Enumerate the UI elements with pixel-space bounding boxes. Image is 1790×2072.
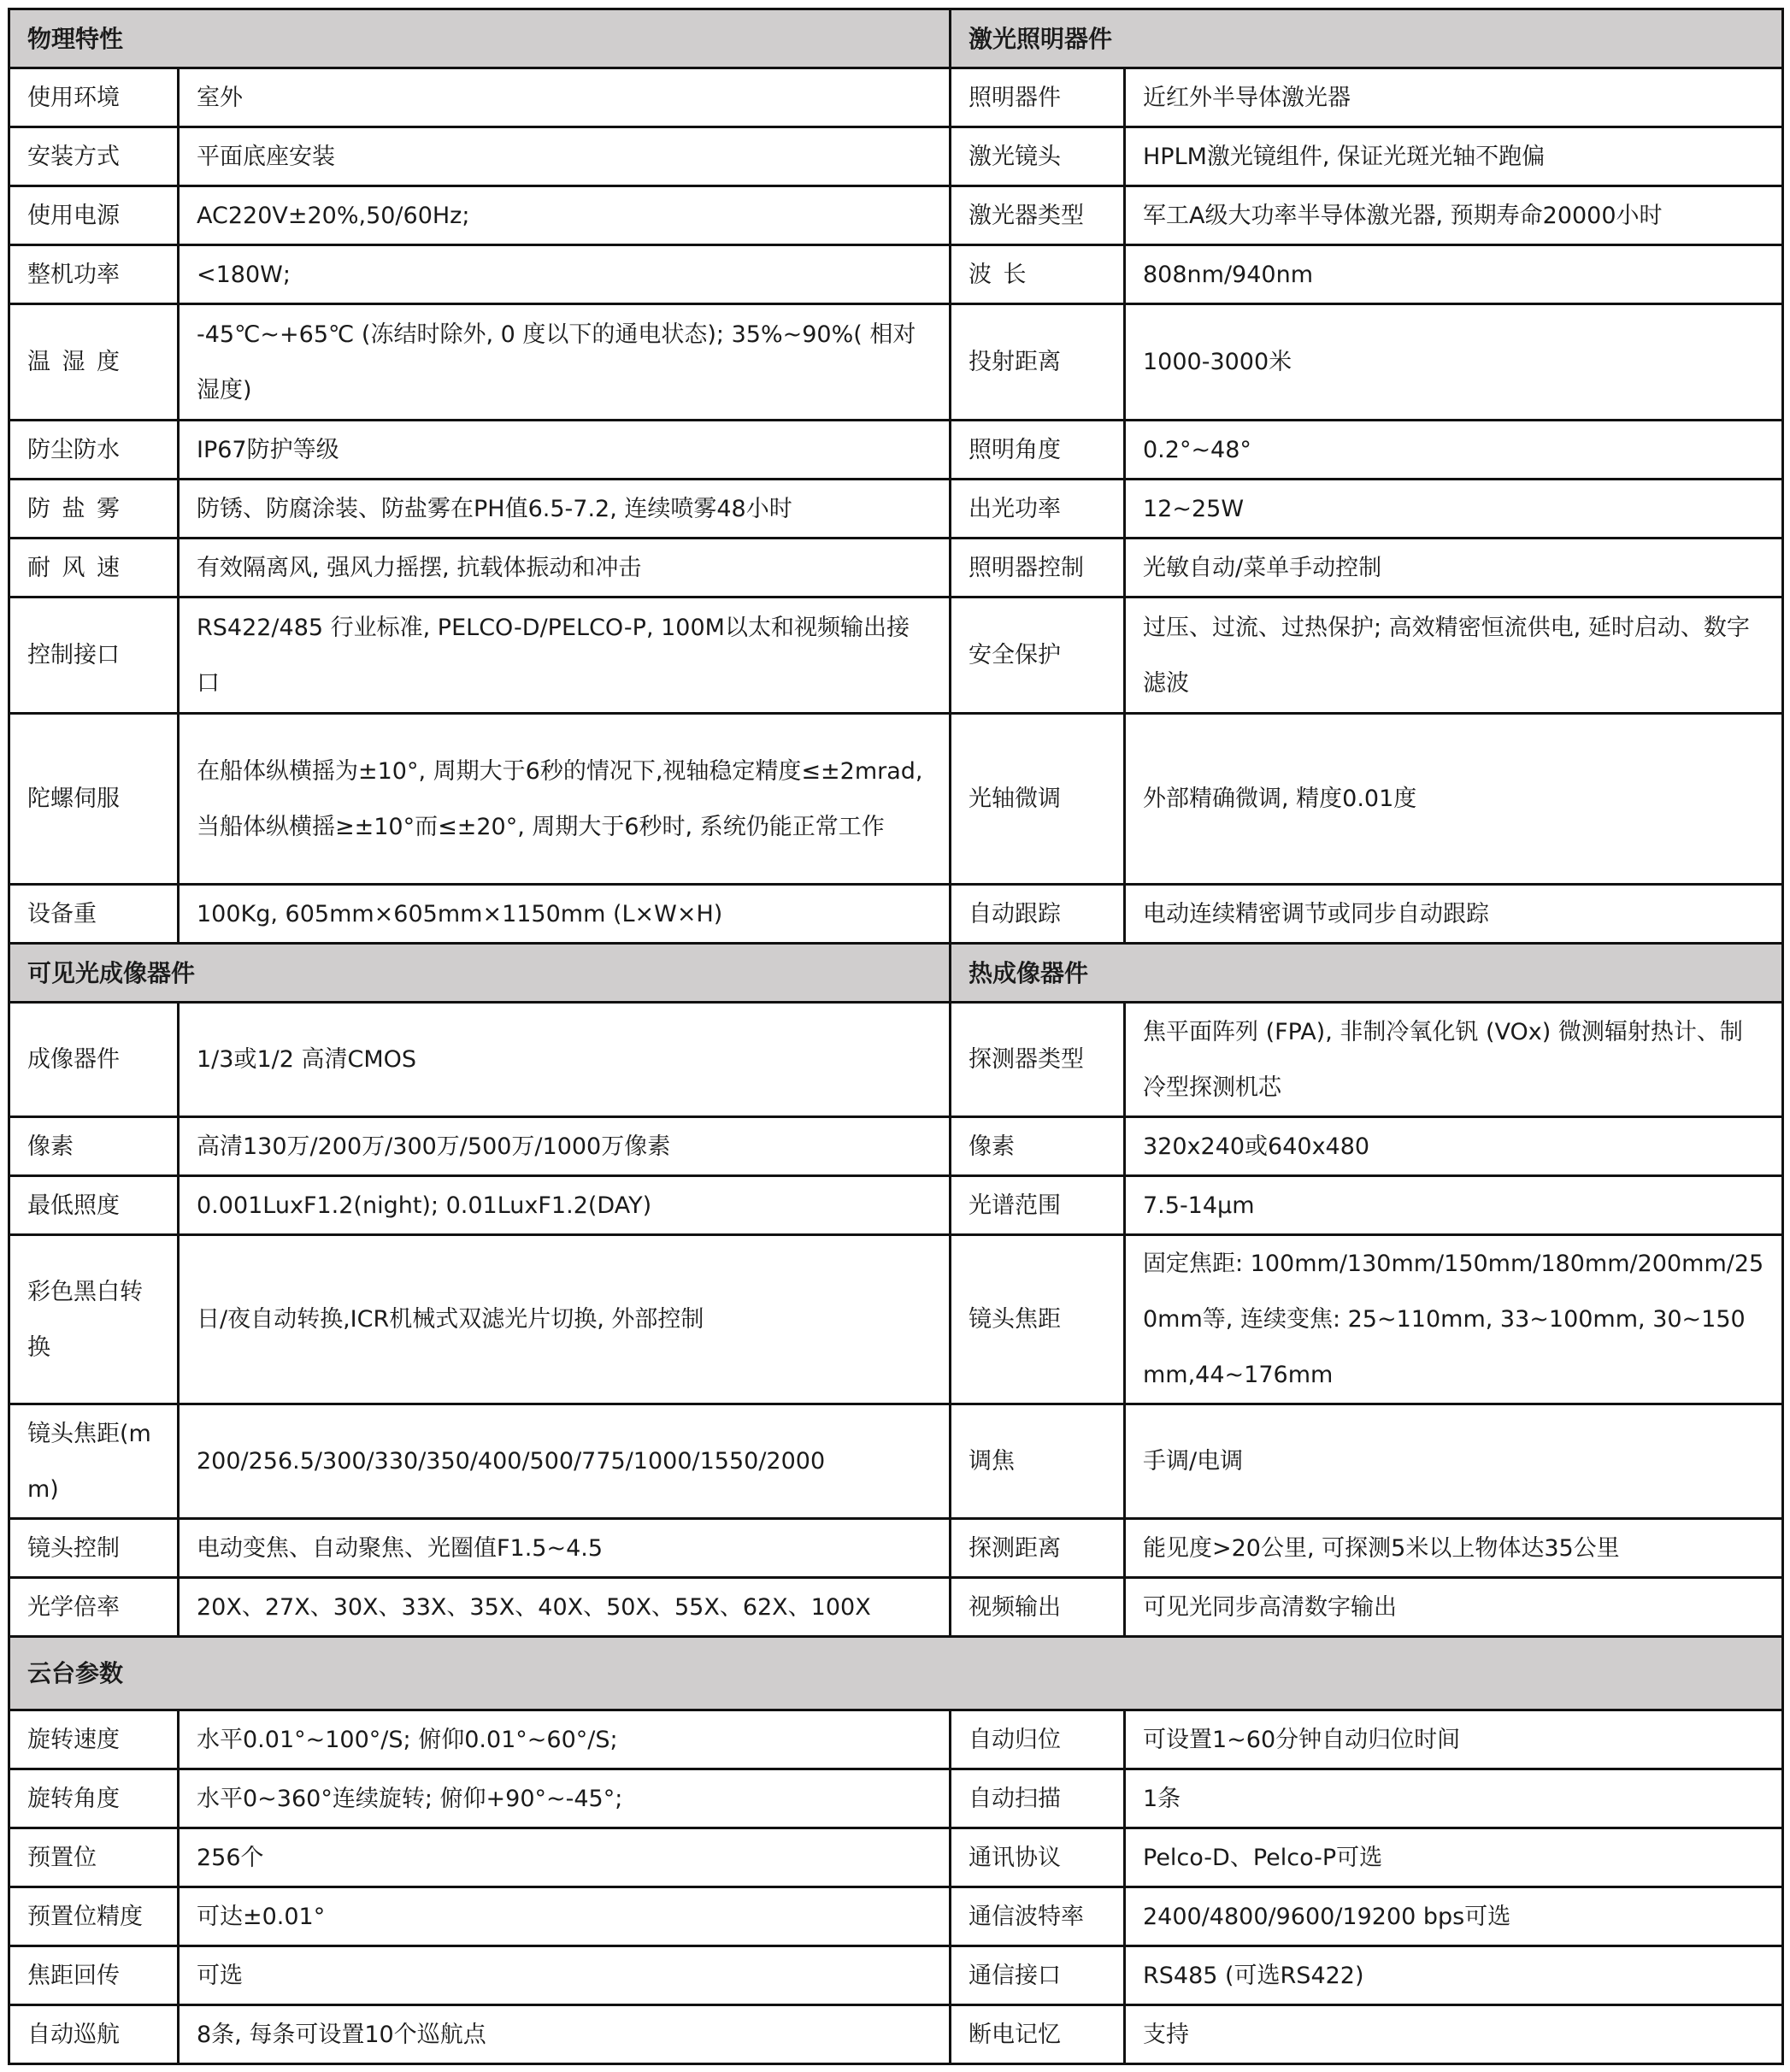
param-value: 军工A级大功率半导体激光器, 预期寿命20000小时 — [1125, 186, 1783, 245]
param-label: 通信波特率 — [951, 1887, 1125, 1946]
table-row — [9, 1578, 1783, 1637]
param-value: 日/夜自动转换,ICR机械式双滤光片切换, 外部控制 — [179, 1235, 951, 1404]
param-label: 激光器类型 — [951, 186, 1125, 245]
param-label: 自动归位 — [951, 1710, 1125, 1769]
table-row — [9, 68, 1783, 127]
param-label: 旋转角度 — [9, 1769, 179, 1828]
param-label: 成像器件 — [9, 1003, 179, 1117]
table-row — [9, 304, 1783, 421]
param-label: 预置位精度 — [9, 1887, 179, 1946]
param-value: 可选 — [179, 1946, 951, 2005]
param-value: AC220V±20%,50/60Hz; — [179, 186, 951, 245]
table-row — [9, 1176, 1783, 1235]
section-title-physical: 物理特性 — [9, 9, 951, 68]
param-value: IP67防护等级 — [179, 421, 951, 480]
param-label: 出光功率 — [951, 480, 1125, 539]
param-value: 808nm/940nm — [1125, 245, 1783, 304]
param-value: 支持 — [1125, 2005, 1783, 2064]
param-label: 光学倍率 — [9, 1578, 179, 1637]
param-value: 320x240或640x480 — [1125, 1117, 1783, 1176]
param-label: 波长 — [951, 245, 1125, 304]
table-row — [9, 1404, 1783, 1519]
param-value: 可达±0.01° — [179, 1887, 951, 1946]
param-label: 防盐雾 — [9, 480, 179, 539]
section-title-thermal: 热成像器件 — [951, 944, 1783, 1003]
table-row — [9, 539, 1783, 597]
param-value: RS422/485 行业标准, PELCO-D/PELCO-P, 100M以太和视频输出接口 — [179, 597, 951, 714]
param-label: 自动巡航 — [9, 2005, 179, 2064]
section-title-ptz: 云台参数 — [9, 1637, 1783, 1710]
table-row — [9, 186, 1783, 245]
table-row — [9, 1117, 1783, 1176]
param-value: 近红外半导体激光器 — [1125, 68, 1783, 127]
param-label: 设备重 — [9, 885, 179, 944]
table-row — [9, 885, 1783, 944]
param-value: 焦平面阵列 (FPA), 非制冷氧化钒 (VOx) 微测辐射热计、制冷型探测机芯 — [1125, 1003, 1783, 1117]
table-row — [9, 127, 1783, 186]
param-label: 视频输出 — [951, 1578, 1125, 1637]
table-row — [9, 480, 1783, 539]
table-row — [9, 1003, 1783, 1117]
param-value: 过压、过流、过热保护; 高效精密恒流供电, 延时启动、数字滤波 — [1125, 597, 1783, 714]
param-value: 8条, 每条可设置10个巡航点 — [179, 2005, 951, 2064]
table-row — [9, 714, 1783, 885]
param-label: 像素 — [9, 1117, 179, 1176]
param-value: 水平0~360°连续旋转; 俯仰+90°~-45°; — [179, 1769, 951, 1828]
param-label: 最低照度 — [9, 1176, 179, 1235]
param-value: 光敏自动/菜单手动控制 — [1125, 539, 1783, 597]
param-label: 投射距离 — [951, 304, 1125, 421]
param-value: 外部精确微调, 精度0.01度 — [1125, 714, 1783, 885]
param-value: 200/256.5/300/330/350/400/500/775/1000/1550/2000 — [179, 1404, 951, 1519]
param-value: 有效隔离风, 强风力摇摆, 抗载体振动和冲击 — [179, 539, 951, 597]
table-row — [9, 1769, 1783, 1828]
param-value: 高清130万/200万/300万/500万/1000万像素 — [179, 1117, 951, 1176]
param-label: 通讯协议 — [951, 1828, 1125, 1887]
param-label: 激光镜头 — [951, 127, 1125, 186]
param-value: 电动变焦、自动聚焦、光圈值F1.5~4.5 — [179, 1519, 951, 1578]
param-label: 使用电源 — [9, 186, 179, 245]
param-value: 可设置1~60分钟自动归位时间 — [1125, 1710, 1783, 1769]
table-row — [9, 1235, 1783, 1404]
param-label: 照明器件 — [951, 68, 1125, 127]
param-label: 安装方式 — [9, 127, 179, 186]
param-label: 调焦 — [951, 1404, 1125, 1519]
param-label: 断电记忆 — [951, 2005, 1125, 2064]
param-value: RS485 (可选RS422) — [1125, 1946, 1783, 2005]
table-row — [9, 245, 1783, 304]
param-label: 照明器控制 — [951, 539, 1125, 597]
table-row — [9, 1519, 1783, 1578]
param-value: 防锈、防腐涂装、防盐雾在PH值6.5-7.2, 连续喷雾48小时 — [179, 480, 951, 539]
param-label: 探测器类型 — [951, 1003, 1125, 1117]
spec-table — [8, 8, 1784, 2065]
table-row — [9, 1828, 1783, 1887]
param-label: 控制接口 — [9, 597, 179, 714]
param-value: 20X、27X、30X、33X、35X、40X、50X、55X、62X、100X — [179, 1578, 951, 1637]
param-value: 0.2°~48° — [1125, 421, 1783, 480]
param-label: 自动扫描 — [951, 1769, 1125, 1828]
param-value: 平面底座安装 — [179, 127, 951, 186]
param-value: HPLM激光镜组件, 保证光斑光轴不跑偏 — [1125, 127, 1783, 186]
param-value: 固定焦距: 100mm/130mm/150mm/180mm/200mm/250mm等, 连续变焦: 25~110mm, 33~100mm, 30~150mm,44~176mm — [1125, 1235, 1783, 1404]
param-value: 电动连续精密调节或同步自动跟踪 — [1125, 885, 1783, 944]
param-value: 2400/4800/9600/19200 bps可选 — [1125, 1887, 1783, 1946]
param-value: 100Kg, 605mm×605mm×1150mm (L×W×H) — [179, 885, 951, 944]
param-value: 1000-3000米 — [1125, 304, 1783, 421]
param-label: 镜头控制 — [9, 1519, 179, 1578]
table-row — [9, 1710, 1783, 1769]
param-value: -45℃~+65℃ (冻结时除外, 0 度以下的通电状态); 35%~90%( 相对湿度) — [179, 304, 951, 421]
param-label: 耐风速 — [9, 539, 179, 597]
param-value: 在船体纵横摇为±10°, 周期大于6秒的情况下,视轴稳定精度≤±2mrad, 当船体纵横摇≥±10°而≤±20°, 周期大于6秒时, 系统仍能正常工作 — [179, 714, 951, 885]
param-label: 自动跟踪 — [951, 885, 1125, 944]
param-label: 彩色黑白转换 — [9, 1235, 179, 1404]
param-label: 像素 — [951, 1117, 1125, 1176]
section-header-row — [9, 1637, 1783, 1710]
table-row — [9, 2005, 1783, 2064]
param-value: 水平0.01°~100°/S; 俯仰0.01°~60°/S; — [179, 1710, 951, 1769]
table-row — [9, 421, 1783, 480]
param-label: 光谱范围 — [951, 1176, 1125, 1235]
table-row — [9, 1887, 1783, 1946]
param-label: 探测距离 — [951, 1519, 1125, 1578]
param-label: 温湿度 — [9, 304, 179, 421]
table-row — [9, 1946, 1783, 2005]
param-label: 镜头焦距(mm) — [9, 1404, 179, 1519]
param-value: 0.001LuxF1.2(night); 0.01LuxF1.2(DAY) — [179, 1176, 951, 1235]
section-header-row — [9, 944, 1783, 1003]
param-value: 能见度>20公里, 可探测5米以上物体达35公里 — [1125, 1519, 1783, 1578]
param-value: Pelco-D、Pelco-P可选 — [1125, 1828, 1783, 1887]
param-value: 7.5-14μm — [1125, 1176, 1783, 1235]
param-value: 1条 — [1125, 1769, 1783, 1828]
param-label: 预置位 — [9, 1828, 179, 1887]
param-label: 通信接口 — [951, 1946, 1125, 2005]
param-value: 1/3或1/2 高清CMOS — [179, 1003, 951, 1117]
section-title-laser: 激光照明器件 — [951, 9, 1783, 68]
param-label: 焦距回传 — [9, 1946, 179, 2005]
param-label: 照明角度 — [951, 421, 1125, 480]
section-header-row — [9, 9, 1783, 68]
param-label: 整机功率 — [9, 245, 179, 304]
param-value: <180W; — [179, 245, 951, 304]
param-value: 256个 — [179, 1828, 951, 1887]
param-label: 安全保护 — [951, 597, 1125, 714]
param-value: 手调/电调 — [1125, 1404, 1783, 1519]
param-label: 使用环境 — [9, 68, 179, 127]
param-label: 镜头焦距 — [951, 1235, 1125, 1404]
param-value: 可见光同步高清数字输出 — [1125, 1578, 1783, 1637]
section-title-visible: 可见光成像器件 — [9, 944, 951, 1003]
param-value: 12~25W — [1125, 480, 1783, 539]
param-label: 防尘防水 — [9, 421, 179, 480]
table-row — [9, 597, 1783, 714]
param-label: 光轴微调 — [951, 714, 1125, 885]
param-value: 室外 — [179, 68, 951, 127]
param-label: 陀螺伺服 — [9, 714, 179, 885]
param-label: 旋转速度 — [9, 1710, 179, 1769]
